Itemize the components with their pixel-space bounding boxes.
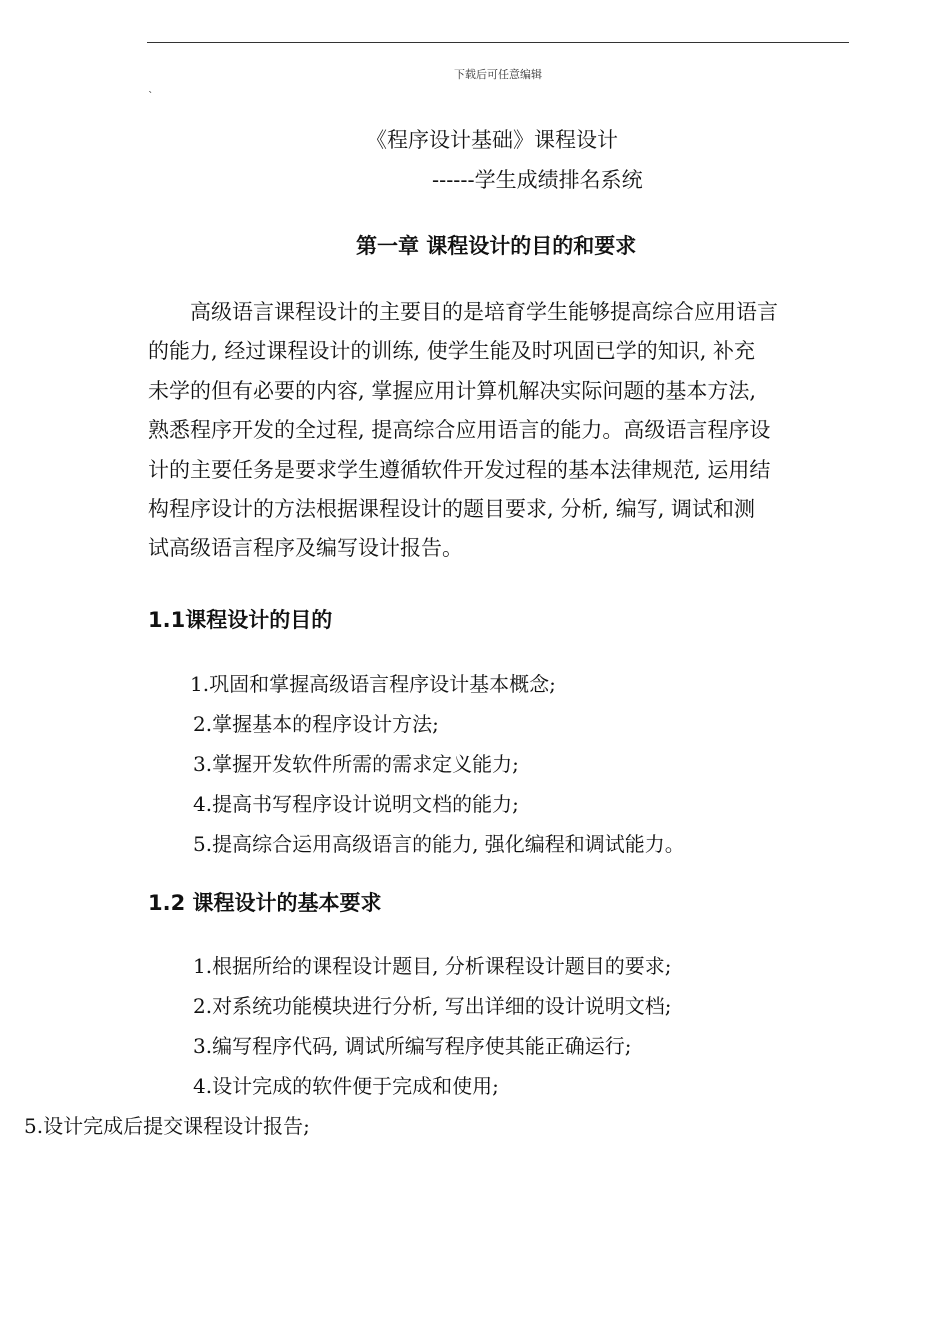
purpose-list-item: 2.掌握基本的程序设计方法; <box>193 712 439 736</box>
intro-line: 熟悉程序开发的全过程, 提高综合应用语言的能力。高级语言程序设 <box>148 418 771 443</box>
chapter-heading: 第一章 课程设计的目的和要求 <box>356 234 637 258</box>
header-tick-mark: ` <box>148 90 154 103</box>
intro-line: 计的主要任务是要求学生遵循软件开发过程的基本法律规范, 运用结 <box>148 457 771 482</box>
document-subtitle: ------学生成绩排名系统 <box>432 168 643 192</box>
purpose-list-item: 3.掌握开发软件所需的需求定义能力; <box>193 752 519 776</box>
header-rule <box>147 42 849 43</box>
purpose-list-item: 5.提高综合运用高级语言的能力, 强化编程和调试能力。 <box>193 832 685 856</box>
intro-line: 未学的但有必要的内容, 掌握应用计算机解决实际问题的基本方法, <box>148 378 757 403</box>
section-heading-requirements: 1.2 课程设计的基本要求 <box>148 891 382 915</box>
section-heading-purpose: 1.1课程设计的目的 <box>148 608 333 632</box>
intro-paragraph <box>148 297 848 573</box>
intro-line: 高级语言课程设计的主要目的是培育学生能够提高综合应用语言 <box>190 300 778 324</box>
requirements-list-item: 2.对系统功能模块进行分析, 写出详细的设计说明文档; <box>193 994 672 1018</box>
requirements-list-item: 5.设计完成后提交课程设计报告; <box>24 1114 310 1138</box>
requirements-list-item: 4.设计完成的软件便于完成和使用; <box>193 1074 499 1098</box>
intro-line: 构程序设计的方法根据课程设计的题目要求, 分析, 编写, 调试和测 <box>148 496 756 521</box>
intro-line: 的能力, 经过课程设计的训练, 使学生能及时巩固已学的知识, 补充 <box>148 339 756 364</box>
intro-line: 试高级语言程序及编写设计报告。 <box>148 536 463 561</box>
requirements-list-item: 3.编写程序代码, 调试所编写程序使其能正确运行; <box>193 1034 632 1058</box>
document-title: 《程序设计基础》课程设计 <box>366 128 618 152</box>
purpose-list-item: 4.提高书写程序设计说明文档的能力; <box>193 792 519 816</box>
requirements-list-item: 1.根据所给的课程设计题目, 分析课程设计题目的要求; <box>193 954 672 978</box>
purpose-list-item: 1.巩固和掌握高级语言程序设计基本概念; <box>190 672 556 696</box>
header-note: 下载后可任意编辑 <box>454 68 542 81</box>
